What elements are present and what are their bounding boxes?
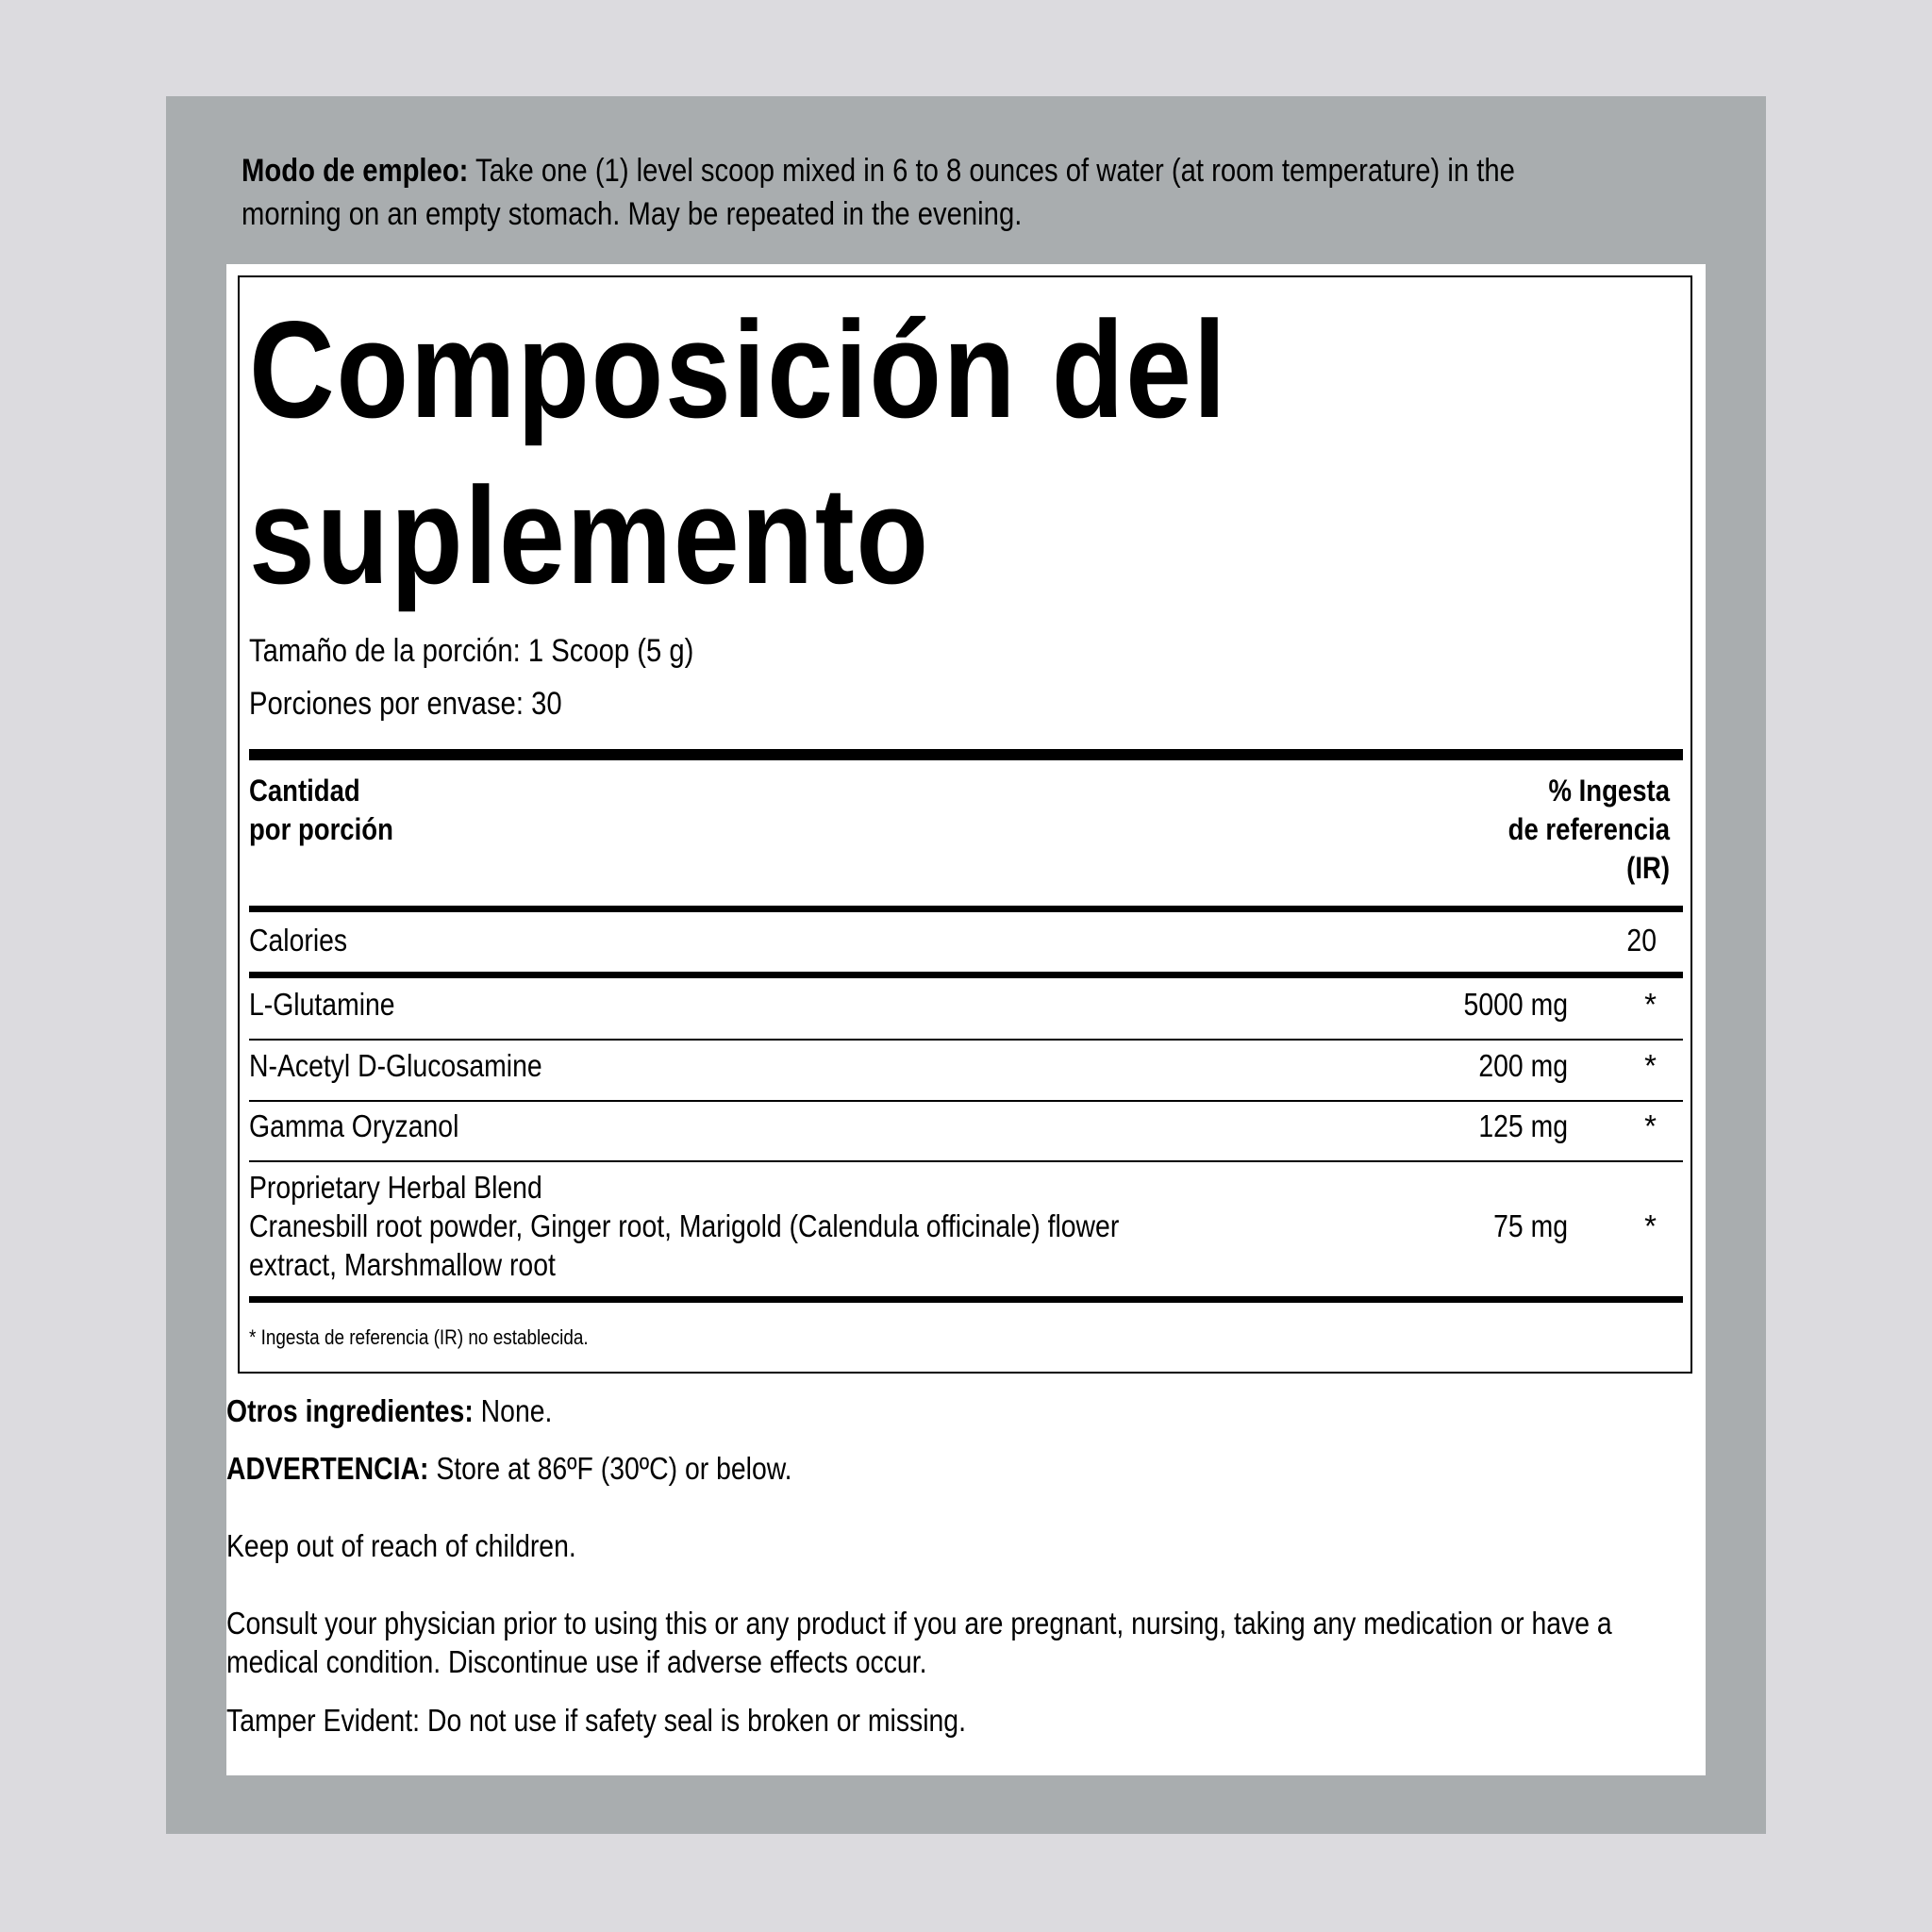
consult-physician bbox=[226, 1604, 1687, 1681]
consult-line1: Consult your physician prior to using this or any product if you are pregnant, nursing, taking any medication or have a bbox=[226, 1606, 1612, 1641]
blend-amount: 75 mg bbox=[1493, 1208, 1568, 1243]
header-right-line3: (IR) bbox=[1626, 851, 1670, 885]
divider-thin bbox=[249, 1039, 1683, 1041]
header-left-line2: por porción bbox=[249, 812, 393, 846]
nutrient-name: L-Glutamine bbox=[249, 987, 395, 1022]
nutrient-amount: 200 mg bbox=[1478, 1048, 1568, 1083]
nutrient-name: N-Acetyl D-Glucosamine bbox=[249, 1048, 542, 1083]
warning-text: Store at 86ºF (30ºC) or below. bbox=[428, 1451, 792, 1486]
calories-label: Calories bbox=[249, 923, 348, 958]
directions bbox=[242, 149, 1702, 236]
divider-thick bbox=[249, 749, 1683, 760]
header-right-line1: % Ingesta bbox=[1548, 774, 1670, 808]
divider-thin bbox=[249, 1100, 1683, 1102]
calories-value: 20 bbox=[1626, 923, 1657, 958]
white-panel bbox=[226, 264, 1706, 1775]
warning bbox=[226, 1449, 1687, 1488]
nutrient-dv: * bbox=[1644, 987, 1657, 1022]
blend-dv: * bbox=[1644, 1208, 1657, 1243]
nutrient-name: Gamma Oryzanol bbox=[249, 1108, 459, 1143]
header-left-line1: Cantidad bbox=[249, 774, 360, 808]
other-ingredients-label: Otros ingredientes: bbox=[226, 1393, 474, 1428]
blend-detail-line1: Cranesbill root powder, Ginger root, Marigold (Calendula officinale) flower bbox=[249, 1208, 1120, 1243]
warning-label: ADVERTENCIA: bbox=[226, 1451, 429, 1486]
other-ingredients-text: None. bbox=[473, 1393, 553, 1428]
serving-size: Tamaño de la porción: 1 Scoop (5 g) bbox=[249, 633, 694, 669]
facts-title bbox=[249, 287, 1466, 619]
directions-label: Modo de empleo: bbox=[242, 153, 469, 189]
blend-detail-line2: extract, Marshmallow root bbox=[249, 1247, 556, 1282]
supplement-facts-box bbox=[238, 275, 1692, 1374]
header-right-line2: de referencia bbox=[1507, 812, 1670, 846]
divider-medium bbox=[249, 906, 1683, 912]
other-ingredients bbox=[226, 1391, 1687, 1430]
amount-per-serving-header bbox=[249, 772, 574, 849]
keep-out-of-reach: Keep out of reach of children. bbox=[226, 1528, 576, 1563]
label-background bbox=[166, 96, 1766, 1834]
nutrient-amount: 5000 mg bbox=[1463, 987, 1568, 1022]
blend-title: Proprietary Herbal Blend bbox=[249, 1170, 542, 1205]
nutrient-dv: * bbox=[1644, 1108, 1657, 1143]
title-line2: suplemento bbox=[249, 458, 930, 612]
footnote: * Ingesta de referencia (IR) no establecida. bbox=[249, 1325, 589, 1349]
divider-medium bbox=[249, 972, 1683, 978]
directions-text: Take one (1) level scoop mixed in 6 to 8 ounces of water (at room temperature) in the bbox=[468, 153, 1515, 189]
divider-thin bbox=[249, 1160, 1683, 1162]
nutrient-amount: 125 mg bbox=[1478, 1108, 1568, 1143]
title-line1: Composición del bbox=[249, 292, 1228, 446]
directions-text-line2: morning on an empty stomach. May be repeated in the evening. bbox=[242, 196, 1023, 232]
reference-intake-header bbox=[1345, 772, 1670, 888]
consult-line2: medical condition. Discontinue use if adverse effects occur. bbox=[226, 1644, 927, 1679]
nutrient-dv: * bbox=[1644, 1048, 1657, 1083]
blend-name bbox=[249, 1168, 1223, 1284]
servings-per-container: Porciones por envase: 30 bbox=[249, 686, 562, 722]
tamper-evident: Tamper Evident: Do not use if safety seal is broken or missing. bbox=[226, 1703, 966, 1738]
divider-medium bbox=[249, 1296, 1683, 1303]
